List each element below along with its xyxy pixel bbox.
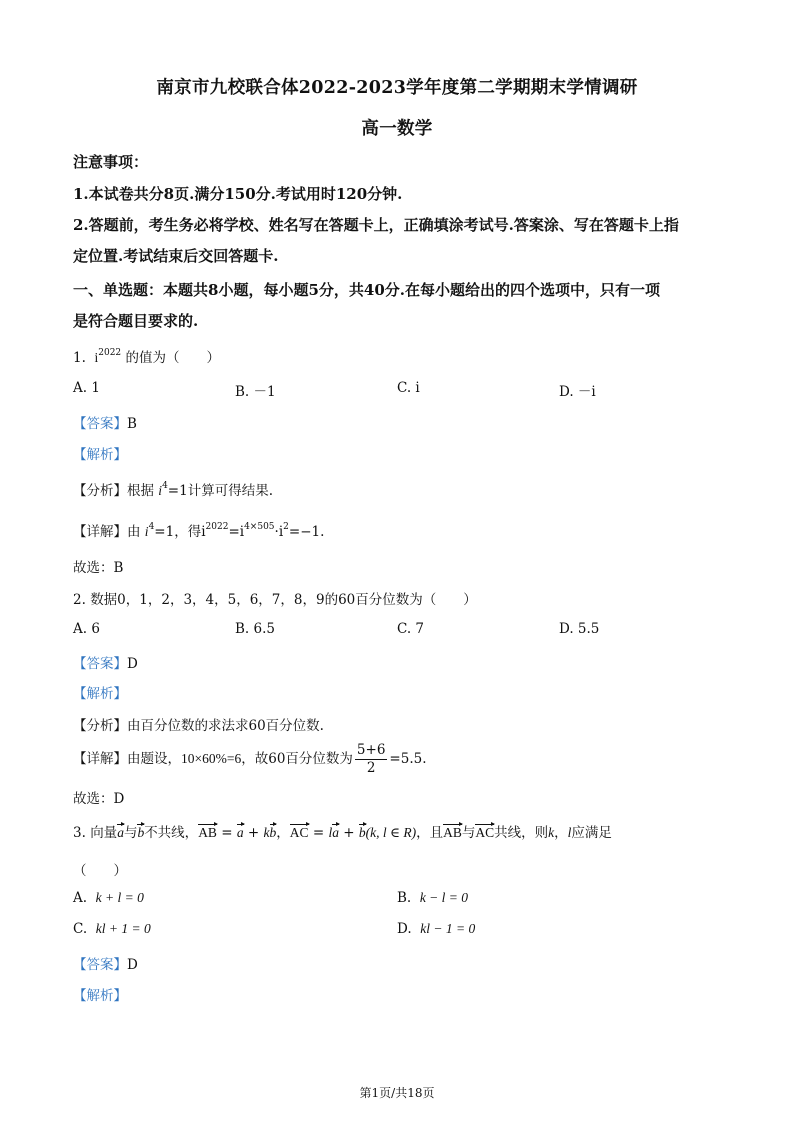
option-label: A. (73, 890, 88, 906)
analysis-fenxi (73, 714, 324, 734)
answer-tag: 【答案】 (73, 656, 127, 672)
choose-label: 故选： (73, 560, 114, 576)
math-i: i (239, 524, 245, 540)
math-l: l (328, 825, 333, 840)
math-result: =−1. (288, 524, 325, 540)
q3-text: ，且 (416, 825, 444, 841)
fenxi-text: 根据 (127, 483, 154, 499)
option-b (397, 890, 468, 906)
answer-value: D (127, 656, 138, 672)
option-a: A. 1 (73, 380, 100, 396)
math-condition: (k, l ∈ R) (365, 825, 417, 840)
answer-row (73, 953, 138, 973)
xj-text: 由题设， (127, 751, 181, 767)
vector-a: a (117, 825, 124, 840)
math-eq: = (228, 524, 240, 540)
answer-value: D (127, 957, 138, 973)
question-3-stem (73, 821, 612, 841)
q3-text: 共线，则 (494, 825, 549, 841)
notice-item-2-line1: 2.答题前，考生务必将学校、姓名写在答题卡上，正确填涂考试号.答案涂、写在答题卡上指 (73, 216, 679, 234)
imaginary-unit: i (94, 350, 99, 365)
q3-text: 与 (461, 825, 476, 841)
fraction-denominator: 2 (366, 760, 376, 776)
q3-text: 应满足 (571, 825, 612, 841)
choose-row (73, 787, 124, 807)
answer-row (73, 412, 137, 432)
analysis-tag: 【解析】 (73, 447, 127, 463)
option-c: C. 7 (397, 621, 425, 637)
math-op: + (243, 825, 264, 841)
vector-AC: AC (475, 825, 495, 840)
question-text: 数据0，1，2，3，4，5，6，7，8，9的60百分位数为（ ） (90, 592, 477, 608)
vector-a: a (236, 825, 244, 840)
option-c: C. i (397, 380, 420, 396)
vector-AC: AC (289, 825, 309, 840)
choose-value: D (113, 791, 125, 807)
xiangjie-label: 【详解】 (73, 524, 127, 540)
question-2-stem (73, 588, 477, 608)
choose-label: 故选： (73, 791, 114, 807)
math-k: k (263, 825, 270, 840)
option-d (397, 921, 475, 937)
page-footer: 第1页/共18页 (359, 1086, 435, 1100)
math-i: i (144, 524, 149, 539)
vector-b: b (269, 825, 277, 840)
math-i: i (158, 483, 163, 498)
vector-AB: AB (198, 825, 217, 840)
fenxi-label: 【分析】 (73, 718, 127, 734)
fenxi-text-end: 计算可得结果. (187, 483, 273, 499)
math-eq: =1 (167, 483, 188, 499)
math-expr: 10×60%=6 (181, 751, 242, 766)
math-exp: 4 (148, 522, 155, 532)
option-b: B. 6.5 (235, 621, 275, 637)
question-text: 的值为（ ） (125, 350, 220, 366)
question-number: 2. (73, 592, 86, 608)
vector-AB: AB (443, 825, 462, 840)
period: . (422, 751, 427, 767)
question-number: 3. (73, 825, 86, 841)
notice-item-2-line2: 定位置.考试结束后交回答题卡. (73, 247, 279, 265)
option-a (73, 890, 144, 906)
xj-text-mid: ，故60百分位数为 (241, 751, 353, 767)
q3-text: 不共线， (144, 825, 199, 841)
section-heading-line1: 一、单选题：本题共8小题，每小题5分，共40分.在每小题给出的四个选项中，只有一项 (73, 281, 660, 299)
analysis-xiangjie (73, 520, 324, 540)
option-a: A. 6 (73, 621, 100, 637)
fenxi-label: 【分析】 (73, 483, 127, 499)
math-dot: · (274, 524, 279, 540)
math-exp: 2022 (205, 522, 229, 532)
math-exp: 4 (162, 481, 168, 491)
analysis-fenxi (73, 479, 273, 499)
option-d: D. －i (559, 384, 596, 400)
vector-a: a (332, 825, 339, 840)
choose-value: B (113, 560, 124, 576)
question-3-paren: （ ） (73, 863, 127, 879)
exponent: 2022 (98, 348, 122, 358)
page-title: 南京市九校联合体2022-2023学年度第二学期期末学情调研 (156, 78, 638, 98)
q3-text: ， (276, 825, 290, 841)
math-i: i (278, 524, 284, 540)
option-expr: k − l = 0 (419, 890, 469, 905)
option-b: B. －1 (235, 384, 276, 400)
page-subtitle: 高一数学 (361, 119, 433, 139)
question-1-stem (73, 346, 220, 366)
answer-row (73, 652, 138, 672)
answer-tag: 【答案】 (73, 416, 127, 432)
fraction (355, 742, 388, 777)
analysis-xiangjie (73, 742, 427, 777)
math-op: = (216, 825, 237, 841)
choose-row (73, 556, 123, 576)
analysis-tag: 【解析】 (73, 988, 127, 1004)
vector-b: b (137, 825, 145, 840)
option-expr: k + l = 0 (95, 890, 144, 905)
math-eq: =1 (154, 524, 175, 540)
math-k: k (548, 825, 555, 840)
analysis-tag: 【解析】 (73, 686, 127, 702)
q3-text: 向量 (90, 825, 118, 841)
option-label: C. (73, 921, 88, 937)
option-label: D. (397, 921, 412, 937)
fenxi-text: 由百分位数的求法求60百分位数. (127, 718, 324, 734)
section-heading-line2: 是符合题目要求的. (73, 312, 199, 330)
vector-b: b (358, 825, 366, 840)
xiangjie-label: 【详解】 (73, 751, 127, 767)
option-label: B. (397, 890, 412, 906)
notice-item-1: 1.本试卷共分8页.满分150分.考试用时120分钟. (73, 185, 403, 203)
math-exp: 4×505 (244, 522, 275, 532)
math-l: l (567, 825, 572, 840)
option-d: D. 5.5 (559, 621, 600, 637)
option-expr: kl − 1 = 0 (420, 921, 476, 936)
answer-value: B (127, 416, 137, 432)
option-c (73, 921, 151, 937)
math-op: = (308, 825, 329, 841)
math-i: i (201, 524, 206, 540)
option-expr: kl + 1 = 0 (95, 921, 151, 936)
fraction-numerator: 5+6 (356, 742, 386, 758)
notice-heading: 注意事项： (73, 153, 149, 171)
math-result: =5.5 (389, 751, 423, 767)
math-op: + (338, 825, 359, 841)
xj-text-mid: ，得 (174, 524, 202, 540)
q3-text: ， (554, 825, 568, 841)
q3-text: 与 (123, 825, 138, 841)
answer-tag: 【答案】 (73, 957, 127, 973)
question-number: 1. (73, 350, 86, 366)
xj-text: 由 (127, 524, 141, 540)
math-exp: 2 (283, 522, 289, 532)
